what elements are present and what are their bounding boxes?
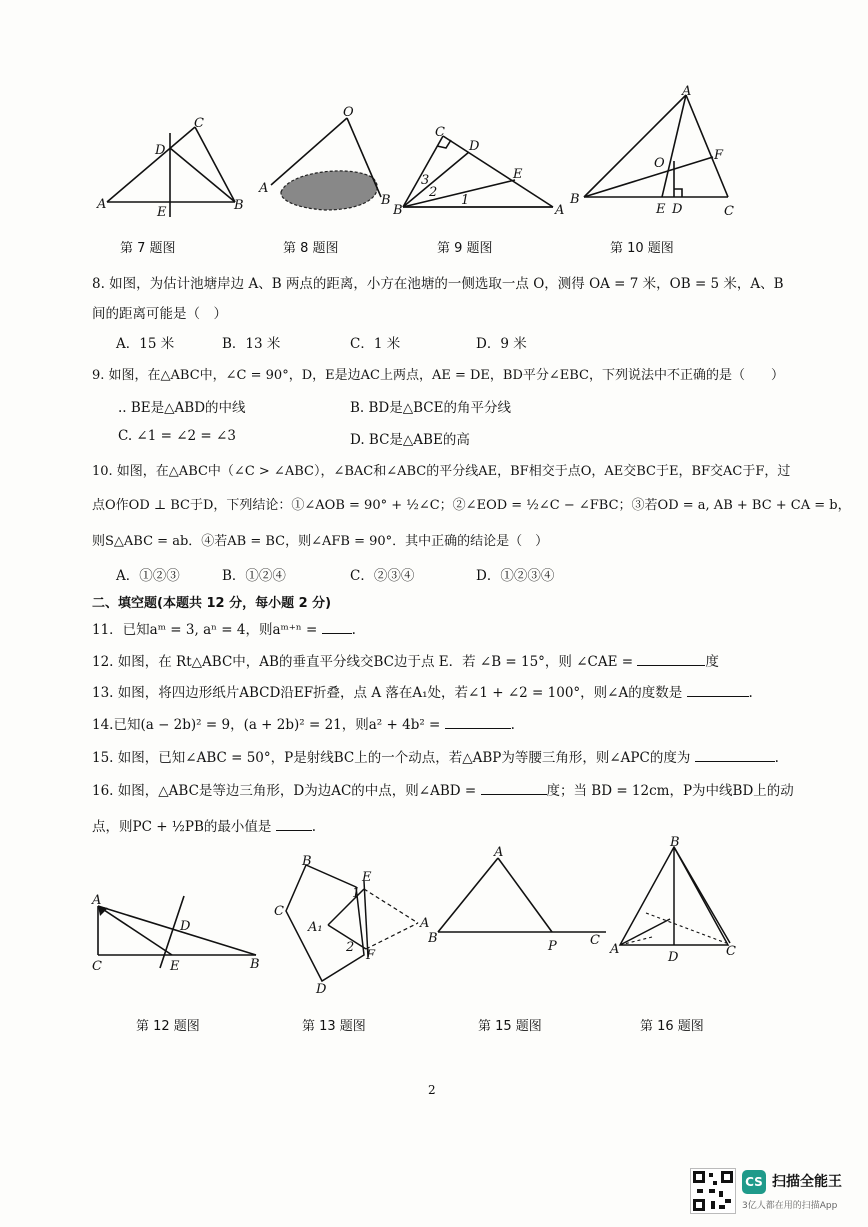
svg-text:C: C	[435, 125, 445, 140]
q10-text-line2: 点O作OD ⊥ BC于D，下列结论：①∠AOB = 90° + ½∠C；②∠EOD = ½∠C − ∠FBC；③若OD = a, AB + BC + CA = b，	[92, 498, 851, 513]
caption-fig12: 第 12 题图	[136, 1019, 200, 1034]
svg-text:A: A	[682, 85, 692, 99]
q16-text-1b: 度；当 BD = 12cm，P为中线BD上的动	[546, 783, 794, 799]
svg-text:E: E	[157, 205, 167, 220]
q13-end: .	[748, 685, 753, 701]
q14-text: 14.已知(a − 2b)² = 9，(a + 2b)² = 21，则a² + 4b² =	[92, 717, 441, 733]
figure-7	[95, 115, 255, 225]
q10-text-line3: 则S△ABC = ab．④若AB = BC，则∠AFB = 90°．其中正确的结论是（ ）	[92, 534, 549, 549]
svg-text:A: A	[494, 845, 504, 860]
q8-option-b: B．13 米	[222, 336, 281, 352]
q13-answer-blank[interactable]	[687, 684, 749, 697]
q16-answer-blank-2[interactable]	[276, 818, 312, 831]
caption-fig8: 第 8 题图	[283, 241, 339, 256]
q11	[92, 618, 356, 638]
svg-text:A: A	[420, 916, 430, 931]
q10-text-line1: 10. 如图，在△ABC中（∠C > ∠ABC），∠BAC和∠ABC的平分线AE，BF相交于点O，AE交BC于E，BF交AC于F，过	[92, 464, 791, 479]
q10-option-b: B．①②④	[222, 568, 286, 584]
svg-text:D: D	[180, 919, 191, 934]
svg-text:O: O	[654, 156, 665, 171]
svg-text:C: C	[590, 933, 600, 948]
q14-answer-blank[interactable]	[445, 716, 511, 729]
figure-15	[428, 840, 613, 950]
svg-text:3: 3	[421, 173, 430, 188]
q15-answer-blank[interactable]	[695, 749, 775, 762]
q13	[92, 681, 753, 701]
brand-logo-icon: CS	[742, 1170, 766, 1194]
section-2-heading: 二、填空题(本题共 12 分，每小题 2 分)	[92, 596, 332, 611]
q9-option-a: .. BE是△ABD的中线	[118, 400, 246, 416]
figure-12	[88, 890, 268, 975]
svg-text:A: A	[259, 181, 269, 196]
svg-text:C: C	[726, 944, 736, 959]
svg-text:E: E	[170, 959, 180, 974]
svg-text:B: B	[250, 957, 260, 972]
figure-9	[393, 122, 568, 222]
q12-answer-blank[interactable]	[637, 653, 705, 666]
q9-option-d: D. BC是△ABE的高	[350, 432, 470, 448]
svg-text:B: B	[381, 193, 391, 208]
q8-option-d: D．9 米	[476, 336, 527, 352]
svg-text:B: B	[234, 198, 244, 213]
q11-end: .	[351, 622, 356, 638]
svg-text:O: O	[343, 105, 354, 120]
q8-text-line1: 8. 如图，为估计池塘岸边 A、B 两点的距离，小方在池塘的一侧选取一点 O，测得 OA = 7 米，OB = 5 米，A、B	[92, 276, 784, 292]
q8-text-line2: 间的距离可能是（ ）	[92, 306, 227, 322]
svg-text:D: D	[469, 139, 480, 154]
q14	[92, 713, 515, 733]
q14-end: .	[510, 717, 515, 733]
q16-end: .	[311, 819, 316, 835]
q10-option-c: C．②③④	[350, 568, 415, 584]
q16-line1	[92, 779, 794, 799]
q11-text: 11．已知aᵐ = 3, aⁿ = 4，则aᵐ⁺ⁿ =	[92, 622, 318, 638]
svg-text:B: B	[670, 835, 680, 850]
svg-text:D: D	[672, 202, 683, 217]
q16-text-1: 16. 如图，△ABC是等边三角形，D为边AC的中点，则∠ABD =	[92, 783, 477, 799]
svg-text:A: A	[97, 197, 107, 212]
svg-text:B: B	[570, 192, 580, 207]
caption-fig7: 第 7 题图	[120, 241, 176, 256]
caption-fig16: 第 16 题图	[640, 1019, 704, 1034]
q16-line2	[92, 815, 316, 835]
q9-option-b: B. BD是△BCE的角平分线	[350, 400, 511, 416]
svg-text:C: C	[274, 904, 284, 919]
svg-text:2: 2	[429, 185, 438, 200]
q10-option-a: A．①②③	[116, 568, 180, 584]
svg-text:E: E	[362, 870, 372, 885]
svg-text:C: C	[92, 959, 102, 974]
figure-8	[255, 100, 400, 220]
caption-fig10: 第 10 题图	[610, 241, 674, 256]
svg-text:A₁: A₁	[308, 920, 323, 935]
caption-fig9: 第 9 题图	[437, 241, 493, 256]
figure-10	[568, 85, 753, 225]
caption-fig15: 第 15 题图	[478, 1019, 542, 1034]
page-number: 2	[428, 1083, 436, 1097]
svg-text:P: P	[548, 939, 557, 950]
svg-text:1: 1	[352, 886, 361, 901]
q15-end: .	[774, 750, 779, 766]
q16-answer-blank-1[interactable]	[481, 782, 547, 795]
svg-text:2: 2	[346, 940, 355, 955]
caption-fig13: 第 13 题图	[302, 1019, 366, 1034]
svg-text:E: E	[513, 167, 523, 182]
q11-answer-blank[interactable]	[322, 621, 352, 634]
q12-text: 12. 如图，在 Rt△ABC中，AB的垂直平分线交BC边于点 E．若 ∠B = 15°，则 ∠CAE =	[92, 654, 634, 670]
svg-text:F: F	[366, 948, 376, 963]
svg-text:A: A	[610, 942, 620, 957]
svg-text:A: A	[92, 893, 102, 908]
svg-text:A: A	[555, 203, 565, 218]
q10-option-d: D．①②③④	[476, 568, 555, 584]
svg-text:C: C	[194, 116, 204, 131]
figure-13	[270, 853, 430, 993]
q15	[92, 746, 779, 766]
brand-name: 扫描全能王	[772, 1174, 842, 1190]
q15-text: 15. 如图，已知∠ABC = 50°，P是射线BC上的一个动点，若△ABP为等腰三角形，则∠APC的度为	[92, 750, 691, 766]
svg-text:B: B	[428, 931, 438, 946]
svg-text:B: B	[302, 854, 312, 869]
svg-text:1: 1	[461, 193, 470, 208]
q8-option-a: A．15 米	[116, 336, 175, 352]
q9-text: 9. 如图，在△ABC中，∠C = 90°，D，E是边AC上两点，AE = DE，BD平分∠EBC，下列说法中不正确的是（ ）	[92, 368, 784, 383]
figure-16	[606, 835, 746, 965]
svg-text:D: D	[155, 143, 166, 158]
brand-slogan: 3亿人都在用的扫描App	[742, 1201, 838, 1211]
svg-text:F: F	[714, 148, 724, 163]
q12-end: 度	[705, 654, 719, 670]
svg-text:C: C	[724, 204, 734, 219]
svg-text:D: D	[316, 982, 327, 993]
q13-text: 13. 如图，将四边形纸片ABCD沿EF折叠，点 A 落在A₁处，若∠1 + ∠2 = 100°，则∠A的度数是	[92, 685, 683, 701]
svg-text:D: D	[668, 950, 679, 965]
q8-option-c: C．1 米	[350, 336, 401, 352]
qr-code-icon	[690, 1168, 736, 1214]
q16-text-2: 点，则PC + ½PB的最小值是	[92, 819, 272, 835]
svg-text:E: E	[656, 202, 666, 217]
svg-text:B: B	[393, 203, 403, 218]
q12	[92, 650, 719, 670]
q9-option-c: C. ∠1 = ∠2 = ∠3	[118, 428, 236, 444]
